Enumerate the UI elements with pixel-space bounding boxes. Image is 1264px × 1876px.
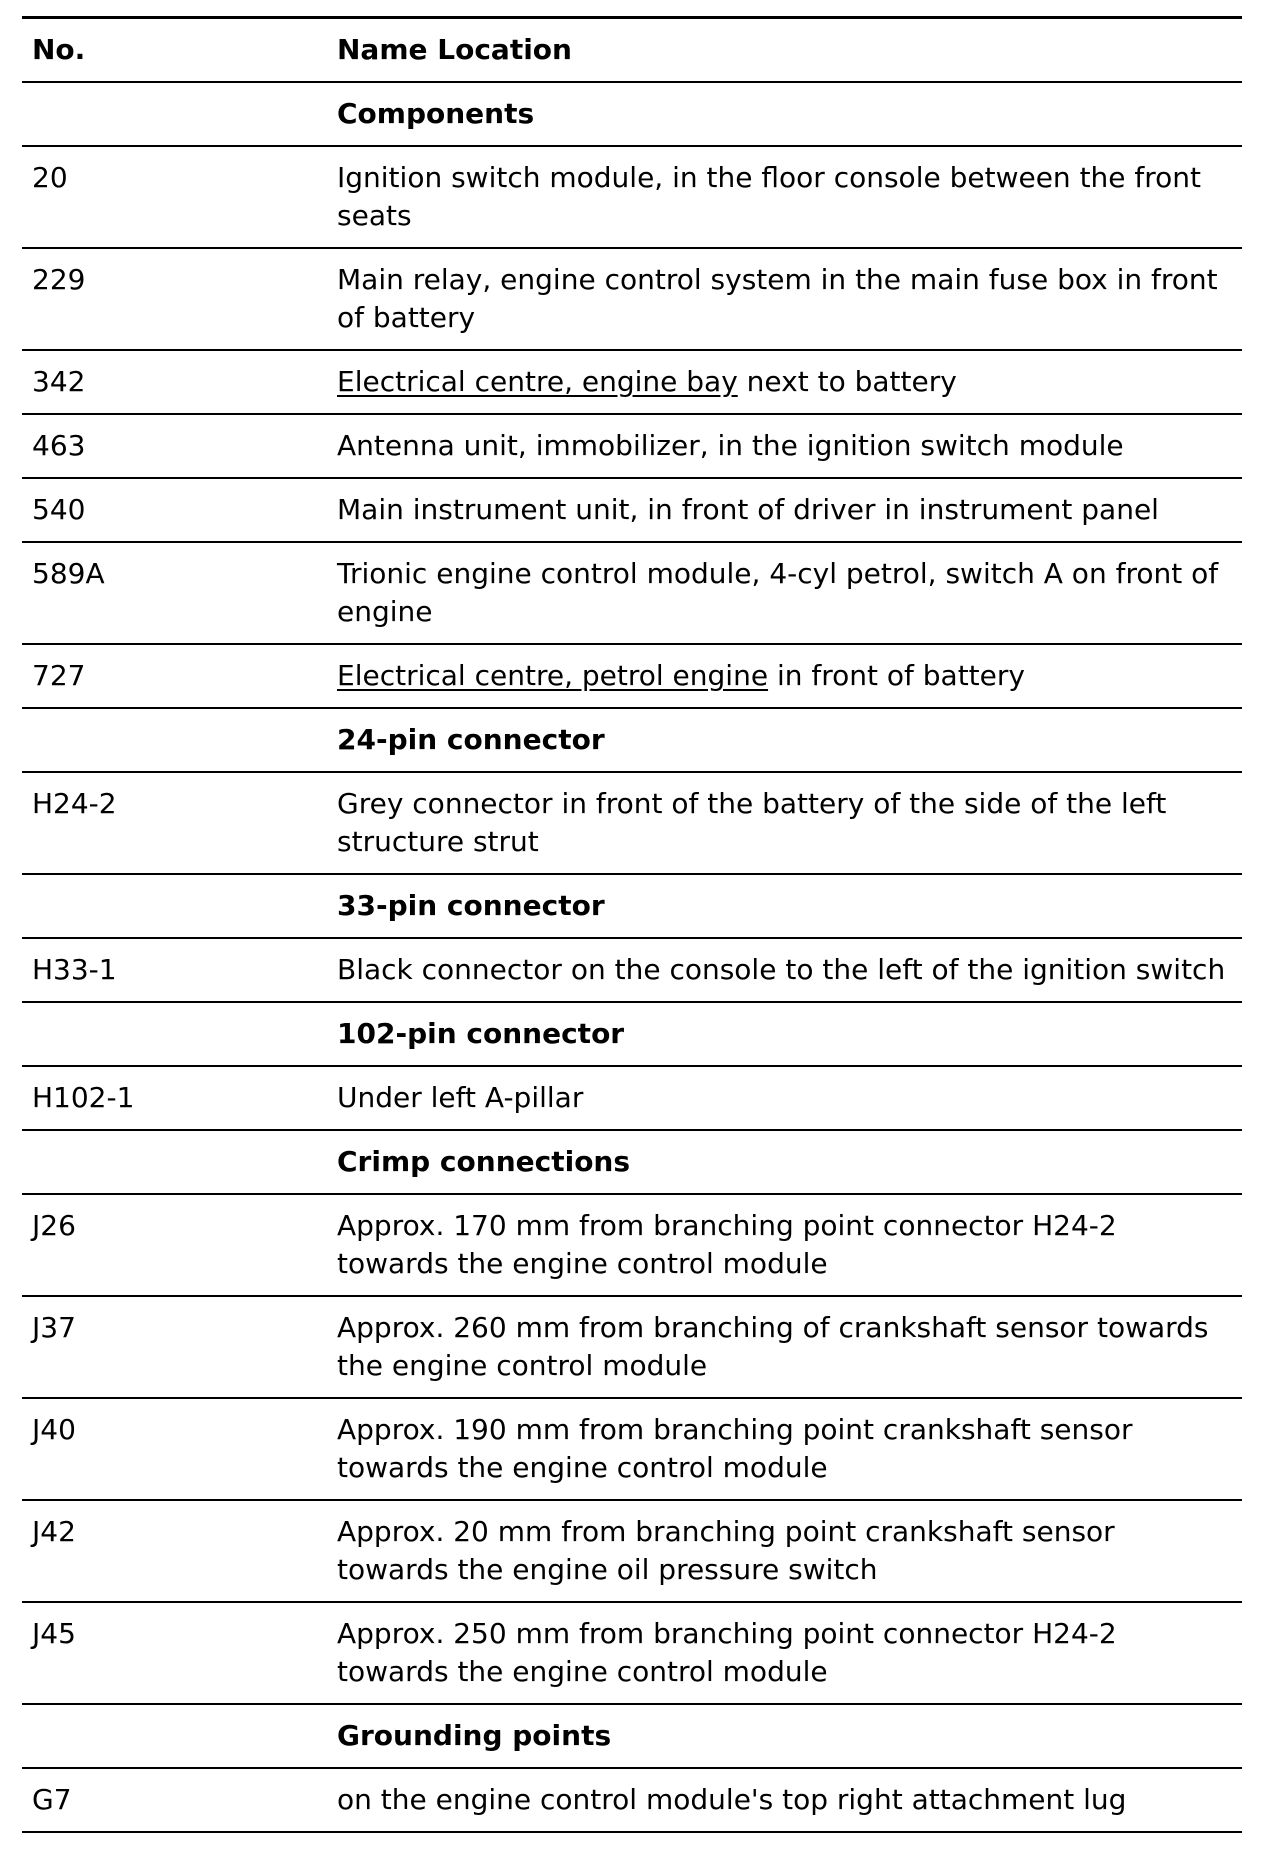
table-body xyxy=(22,82,1242,1832)
item-number: 463 xyxy=(22,414,327,478)
section-no-cell xyxy=(22,708,327,772)
item-location: Antenna unit, immobilizer, in the ignition switch module xyxy=(327,414,1242,478)
section-heading: Grounding points xyxy=(327,1704,1242,1768)
item-location: Main relay, engine control system in the main fuse box in front of battery xyxy=(327,248,1242,350)
item-location xyxy=(327,644,1242,708)
section-row xyxy=(22,874,1242,938)
header-no: No. xyxy=(22,18,327,83)
table-row xyxy=(22,644,1242,708)
table-row xyxy=(22,1602,1242,1704)
location-text: next to battery xyxy=(737,365,957,398)
section-row xyxy=(22,1704,1242,1768)
table-row xyxy=(22,414,1242,478)
section-no-cell xyxy=(22,1130,327,1194)
item-location: on the engine control module's top right attachment lug xyxy=(327,1768,1242,1832)
table-row xyxy=(22,146,1242,248)
section-row xyxy=(22,82,1242,146)
item-number: J40 xyxy=(22,1398,327,1500)
section-row xyxy=(22,1130,1242,1194)
item-number: J42 xyxy=(22,1500,327,1602)
table-row xyxy=(22,248,1242,350)
item-location: Approx. 250 mm from branching point connector H24-2 towards the engine control module xyxy=(327,1602,1242,1704)
item-location: Approx. 20 mm from branching point crankshaft sensor towards the engine oil pressure switch xyxy=(327,1500,1242,1602)
item-location: Trionic engine control module, 4-cyl petrol, switch A on front of engine xyxy=(327,542,1242,644)
section-heading: 24-pin connector xyxy=(327,708,1242,772)
section-no-cell xyxy=(22,82,327,146)
section-heading: Components xyxy=(327,82,1242,146)
table-row xyxy=(22,1066,1242,1130)
header-name-location: Name Location xyxy=(327,18,1242,83)
item-location: Grey connector in front of the battery of the side of the left structure strut xyxy=(327,772,1242,874)
table-row xyxy=(22,350,1242,414)
item-location: Approx. 170 mm from branching point connector H24-2 towards the engine control module xyxy=(327,1194,1242,1296)
item-number: 727 xyxy=(22,644,327,708)
item-number: 540 xyxy=(22,478,327,542)
location-table-container xyxy=(22,16,1242,1833)
table-row xyxy=(22,1296,1242,1398)
table-row xyxy=(22,1768,1242,1832)
item-location: Approx. 190 mm from branching point crankshaft sensor towards the engine control module xyxy=(327,1398,1242,1500)
item-location: Approx. 260 mm from branching of crankshaft sensor towards the engine control module xyxy=(327,1296,1242,1398)
item-number: H102-1 xyxy=(22,1066,327,1130)
section-heading: Crimp connections xyxy=(327,1130,1242,1194)
location-text: in front of battery xyxy=(768,659,1025,692)
item-location: Black connector on the console to the left of the ignition switch xyxy=(327,938,1242,1002)
table-row xyxy=(22,772,1242,874)
item-location: Under left A-pillar xyxy=(327,1066,1242,1130)
item-number: 342 xyxy=(22,350,327,414)
item-number: H24-2 xyxy=(22,772,327,874)
table-row xyxy=(22,1194,1242,1296)
table-header-row xyxy=(22,18,1242,83)
table-row xyxy=(22,938,1242,1002)
item-number: 589A xyxy=(22,542,327,644)
section-no-cell xyxy=(22,1704,327,1768)
section-no-cell xyxy=(22,1002,327,1066)
component-location-table xyxy=(22,16,1242,1833)
item-location xyxy=(327,350,1242,414)
item-number: J26 xyxy=(22,1194,327,1296)
cross-reference-link[interactable]: Electrical centre, petrol engine xyxy=(337,659,769,692)
item-location: Main instrument unit, in front of driver in instrument panel xyxy=(327,478,1242,542)
item-number: G7 xyxy=(22,1768,327,1832)
cross-reference-link[interactable]: Electrical centre, engine bay xyxy=(337,365,738,398)
item-number: J45 xyxy=(22,1602,327,1704)
section-heading: 33-pin connector xyxy=(327,874,1242,938)
item-number: 20 xyxy=(22,146,327,248)
table-row xyxy=(22,542,1242,644)
section-heading: 102-pin connector xyxy=(327,1002,1242,1066)
item-number: H33-1 xyxy=(22,938,327,1002)
item-number: 229 xyxy=(22,248,327,350)
table-row xyxy=(22,478,1242,542)
section-no-cell xyxy=(22,874,327,938)
table-row xyxy=(22,1500,1242,1602)
table-row xyxy=(22,1398,1242,1500)
item-location: Ignition switch module, in the floor console between the front seats xyxy=(327,146,1242,248)
section-row xyxy=(22,708,1242,772)
item-number: J37 xyxy=(22,1296,327,1398)
section-row xyxy=(22,1002,1242,1066)
